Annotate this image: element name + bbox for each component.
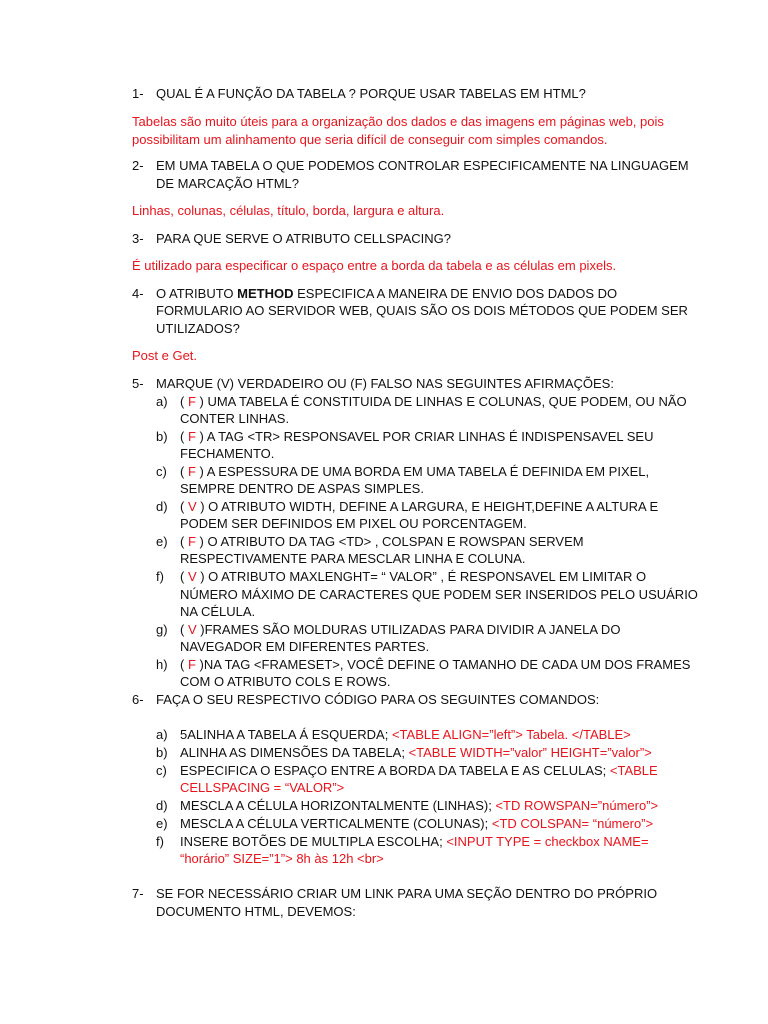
question-number: 7- (132, 886, 144, 901)
code-item-a-line (180, 726, 631, 743)
item-label: d) (156, 499, 168, 514)
tf-mark: V (187, 622, 197, 637)
code-item-c-line-2: CELLSPACING = “VALOR”> (180, 780, 345, 795)
code-answer: <TD ROWSPAN=”número”> (495, 798, 659, 813)
tf-statement: ) UMA TABELA É CONSTITUIDA DE LINHAS E COLUNAS, QUE PODEM, OU NÃO (195, 394, 687, 409)
tf-mark: F (187, 429, 196, 444)
code-item-f-line-1 (180, 833, 649, 850)
tf-mark: V (187, 499, 197, 514)
question-1-text: QUAL É A FUNÇÃO DA TABELA ? PORQUE USAR TABELAS EM HTML? (156, 86, 586, 101)
paren-open: ( (180, 657, 188, 672)
question-6-text: FAÇA O SEU RESPECTIVO CÓDIGO PARA OS SEGUINTES COMANDOS: (156, 692, 600, 707)
question-5-text: MARQUE (V) VERDADEIRO OU (F) FALSO NAS SEGUINTES AFIRMAÇÕES: (156, 376, 614, 391)
tf-item-b-line-1 (180, 428, 653, 445)
tf-mark: F (187, 534, 196, 549)
item-label: e) (156, 534, 168, 549)
paren-open: ( (180, 499, 188, 514)
tf-item-g-line-2: NAVEGADOR EM DIFERENTES PARTES. (180, 639, 430, 654)
question-4-post: ESPECIFICA A MANEIRA DE ENVIO DOS DADOS DO (293, 286, 618, 301)
answer-1-line-2: possibilitam um alinhamento que seria difícil de conseguir com simples comandos. (132, 132, 608, 147)
tf-statement: )FRAMES SÃO MOLDURAS UTILIZADAS PARA DIVIDIR A JANELA DO (196, 622, 621, 637)
tf-item-d-line-1 (180, 498, 658, 515)
item-label: b) (156, 429, 168, 444)
tf-mark: V (187, 569, 197, 584)
tf-item-g-line-1 (180, 621, 620, 638)
command-text: MESCLA A CÉLULA VERTICALMENTE (COLUNAS); (180, 816, 492, 831)
tf-item-h-line-1 (180, 656, 690, 673)
code-answer: <TD COLSPAN= “número”> (491, 816, 654, 831)
tf-item-d-line-2: PODEM SER DEFINIDOS EM PIXEL OU PORCENTAGEM. (180, 516, 527, 531)
paren-open: ( (180, 464, 188, 479)
question-2-line-2: DE MARCAÇÃO HTML? (156, 176, 300, 191)
tf-item-b-line-2: FECHAMENTO. (180, 446, 275, 461)
paren-open: ( (180, 394, 188, 409)
tf-item-f-line-1 (180, 568, 646, 585)
code-item-c-line-1 (180, 762, 658, 779)
method-keyword: METHOD (237, 286, 294, 301)
answer-4: Post e Get. (132, 348, 198, 363)
question-4-line-1 (156, 285, 617, 302)
question-number: 1- (132, 86, 144, 101)
item-label: a) (156, 394, 168, 409)
code-item-d-line (180, 797, 658, 814)
question-4-pre: O ATRIBUTO (156, 286, 238, 301)
tf-item-a-line-2: CONTER LINHAS. (180, 411, 290, 426)
item-label: c) (156, 763, 167, 778)
item-label: b) (156, 745, 168, 760)
tf-statement: ) A TAG <TR> RESPONSAVEL POR CRIAR LINHAS É INDISPENSAVEL SEU (195, 429, 654, 444)
command-text: ESPECIFICA O ESPAÇO ENTRE A BORDA DA TABELA E AS CELULAS; (180, 763, 610, 778)
code-answer: <TABLE ALIGN=”left”> Tabela. </TABLE> (391, 727, 631, 742)
code-item-e-line (180, 815, 653, 832)
code-item-b-line (180, 744, 652, 761)
question-3-text: PARA QUE SERVE O ATRIBUTO CELLSPACING? (156, 231, 452, 246)
tf-mark: F (187, 464, 196, 479)
item-label: e) (156, 816, 168, 831)
item-label: h) (156, 657, 168, 672)
item-label: f) (156, 834, 164, 849)
item-label: a) (156, 727, 168, 742)
question-7-line-1: SE FOR NECESSÁRIO CRIAR UM LINK PARA UMA SEÇÃO DENTRO DO PRÓPRIO (156, 886, 658, 901)
tf-statement: ) O ATRIBUTO DA TAG <TD> , COLSPAN E ROWSPAN SERVEM (195, 534, 584, 549)
paren-open: ( (180, 622, 188, 637)
item-label: g) (156, 622, 168, 637)
code-answer: <TABLE WIDTH=”valor” HEIGHT=”valor”> (408, 745, 652, 760)
tf-item-f-line-2: NÚMERO MÁXIMO DE CARACTERES QUE PODEM SER INSERIDOS PELO USUÁRIO (180, 587, 698, 602)
tf-statement: ) O ATRIBUTO WIDTH, DEFINE A LARGURA, E HEIGHT,DEFINE A ALTURA E (196, 499, 659, 514)
question-number: 5- (132, 376, 144, 391)
command-text: MESCLA A CÉLULA HORIZONTALMENTE (LINHAS); (180, 798, 496, 813)
command-text: INSERE BOTÕES DE MULTIPLA ESCOLHA; (180, 834, 447, 849)
tf-item-c-line-2: SEMPRE DENTRO DE ASPAS SIMPLES. (180, 481, 424, 496)
code-item-f-line-2: “horário” SIZE=”1”> 8h às 12h <br> (180, 851, 384, 866)
paren-open: ( (180, 429, 188, 444)
answer-2: Linhas, colunas, células, título, borda, largura e altura. (132, 203, 445, 218)
paren-open: ( (180, 569, 188, 584)
tf-item-h-line-2: COM O ATRIBUTO COLS E ROWS. (180, 674, 391, 689)
question-number: 3- (132, 231, 144, 246)
question-4-line-3: UTILIZADOS? (156, 321, 240, 336)
item-label: c) (156, 464, 167, 479)
tf-statement: ) O ATRIBUTO MAXLENGHT= “ VALOR” , É RESPONSAVEL EM LIMITAR O (196, 569, 647, 584)
tf-item-f-line-3: NA CÉLULA. (180, 604, 256, 619)
answer-3: É utilizado para especificar o espaço entre a borda da tabela e as células em pixels. (132, 258, 617, 273)
tf-mark: F (187, 394, 196, 409)
tf-statement: )NA TAG <FRAMESET>, VOCÊ DEFINE O TAMANHO DE CADA UM DOS FRAMES (195, 657, 691, 672)
tf-item-c-line-1 (180, 463, 649, 480)
item-label: d) (156, 798, 168, 813)
tf-item-e-line-2: RESPECTIVAMENTE PARA MESCLAR LINHA E COLUNA. (180, 551, 526, 566)
tf-mark: F (187, 657, 196, 672)
question-7-line-2: DOCUMENTO HTML, DEVEMOS: (156, 904, 356, 919)
command-text: 5ALINHA A TABELA Á ESQUERDA; (180, 727, 392, 742)
code-answer: <INPUT TYPE = checkbox NAME= (446, 834, 649, 849)
item-label: f) (156, 569, 164, 584)
question-number: 6- (132, 692, 144, 707)
code-answer: <TABLE (609, 763, 658, 778)
tf-statement: ) A ESPESSURA DE UMA BORDA EM UMA TABELA É DEFINIDA EM PIXEL, (195, 464, 650, 479)
question-number: 4- (132, 286, 144, 301)
answer-1-line-1: Tabelas são muito úteis para a organização dos dados e das imagens em páginas web, pois (132, 114, 664, 129)
question-4-line-2: FORMULARIO AO SERVIDOR WEB, QUAIS SÃO OS DOIS MÉTODOS QUE PODEM SER (156, 303, 688, 318)
paren-open: ( (180, 534, 188, 549)
question-2-line-1: EM UMA TABELA O QUE PODEMOS CONTROLAR ESPECIFICAMENTE NA LINGUAGEM (156, 158, 689, 173)
command-text: ALINHA AS DIMENSÕES DA TABELA; (180, 745, 409, 760)
question-number: 2- (132, 158, 144, 173)
tf-item-e-line-1 (180, 533, 584, 550)
tf-item-a-line-1 (180, 393, 687, 410)
